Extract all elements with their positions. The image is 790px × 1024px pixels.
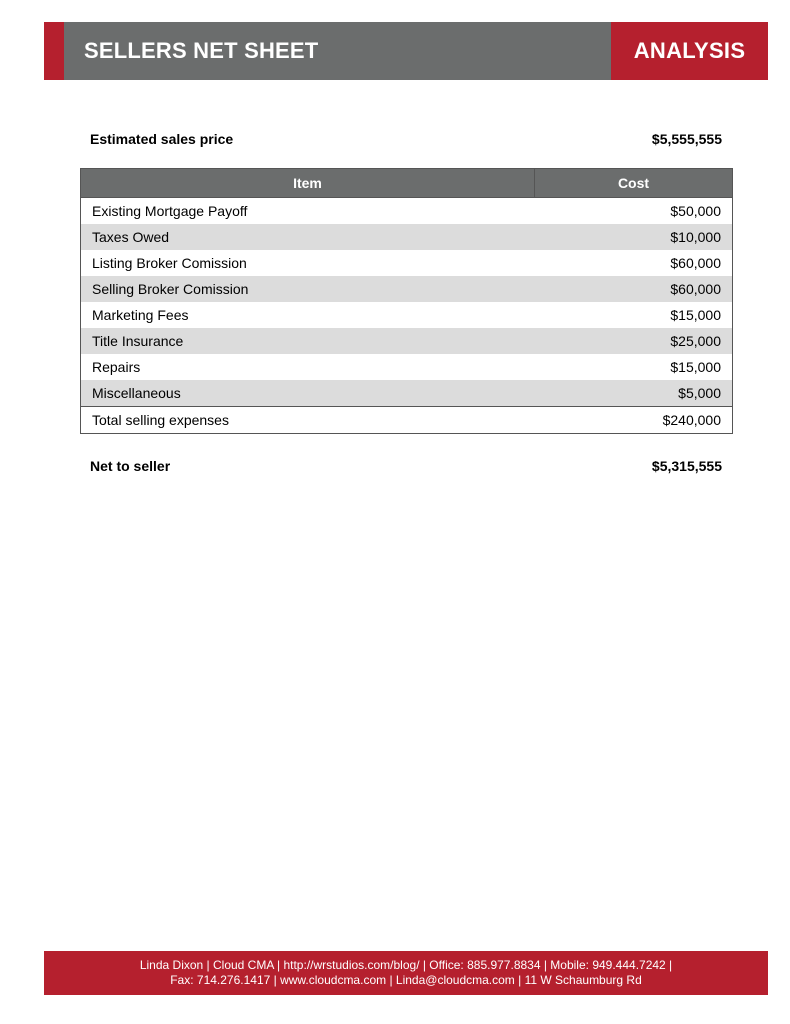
- table-row: [81, 250, 733, 276]
- row-item: Marketing Fees: [92, 307, 189, 323]
- net-to-seller-row: [90, 458, 722, 474]
- table-row: [81, 302, 733, 328]
- table-row: [81, 380, 733, 407]
- row-item: Listing Broker Comission: [92, 255, 247, 271]
- table-row: [81, 328, 733, 354]
- total-label: Total selling expenses: [81, 407, 535, 434]
- net-to-seller-value: $5,315,555: [651, 458, 722, 474]
- analysis-tag: ANALYSIS: [611, 22, 768, 80]
- row-item: Miscellaneous: [81, 380, 535, 407]
- column-header-item: Item: [81, 169, 535, 198]
- contact-footer: [44, 951, 768, 995]
- footer-line-1: Linda Dixon | Cloud CMA | http://wrstudios.com/blog/ | Office: 885.977.8834 | Mobile: 949.444.7242 |: [139, 958, 673, 972]
- row-cost: $10,000: [535, 224, 733, 250]
- row-cost: $25,000: [535, 328, 733, 354]
- row-item: Title Insurance: [81, 328, 535, 354]
- selling-expenses-table: [80, 168, 733, 434]
- row-item: Selling Broker Comission: [81, 276, 535, 302]
- row-cost: $60,000: [535, 276, 733, 302]
- page-title: SELLERS NET SHEET: [64, 22, 611, 80]
- header-accent-bar: [44, 22, 64, 80]
- estimated-sales-price-row: [90, 131, 722, 147]
- table-row: [81, 198, 733, 225]
- total-row: [81, 407, 733, 434]
- estimated-sales-price-value: $5,555,555: [651, 131, 722, 147]
- row-cost: $5,000: [535, 380, 733, 407]
- column-header-cost: Cost: [535, 169, 733, 198]
- table-row: [81, 224, 733, 250]
- row-cost: $50,000: [670, 203, 721, 219]
- table-header-row: [81, 169, 733, 198]
- table-row: [81, 354, 733, 380]
- row-item: Repairs: [92, 359, 141, 375]
- row-cost: $60,000: [670, 255, 721, 271]
- table-row: [81, 276, 733, 302]
- row-cost: $15,000: [670, 307, 721, 323]
- total-value: $240,000: [535, 407, 733, 434]
- estimated-sales-price-label: Estimated sales price: [90, 131, 234, 147]
- row-item: Existing Mortgage Payoff: [92, 203, 248, 219]
- row-item: Taxes Owed: [81, 224, 535, 250]
- row-cost: $15,000: [670, 359, 721, 375]
- net-to-seller-label: Net to seller: [90, 458, 171, 474]
- footer-line-2: Fax: 714.276.1417 | www.cloudcma.com | Linda@cloudcma.com | 11 W Schaumburg Rd: [170, 973, 642, 987]
- page-header: [44, 22, 768, 80]
